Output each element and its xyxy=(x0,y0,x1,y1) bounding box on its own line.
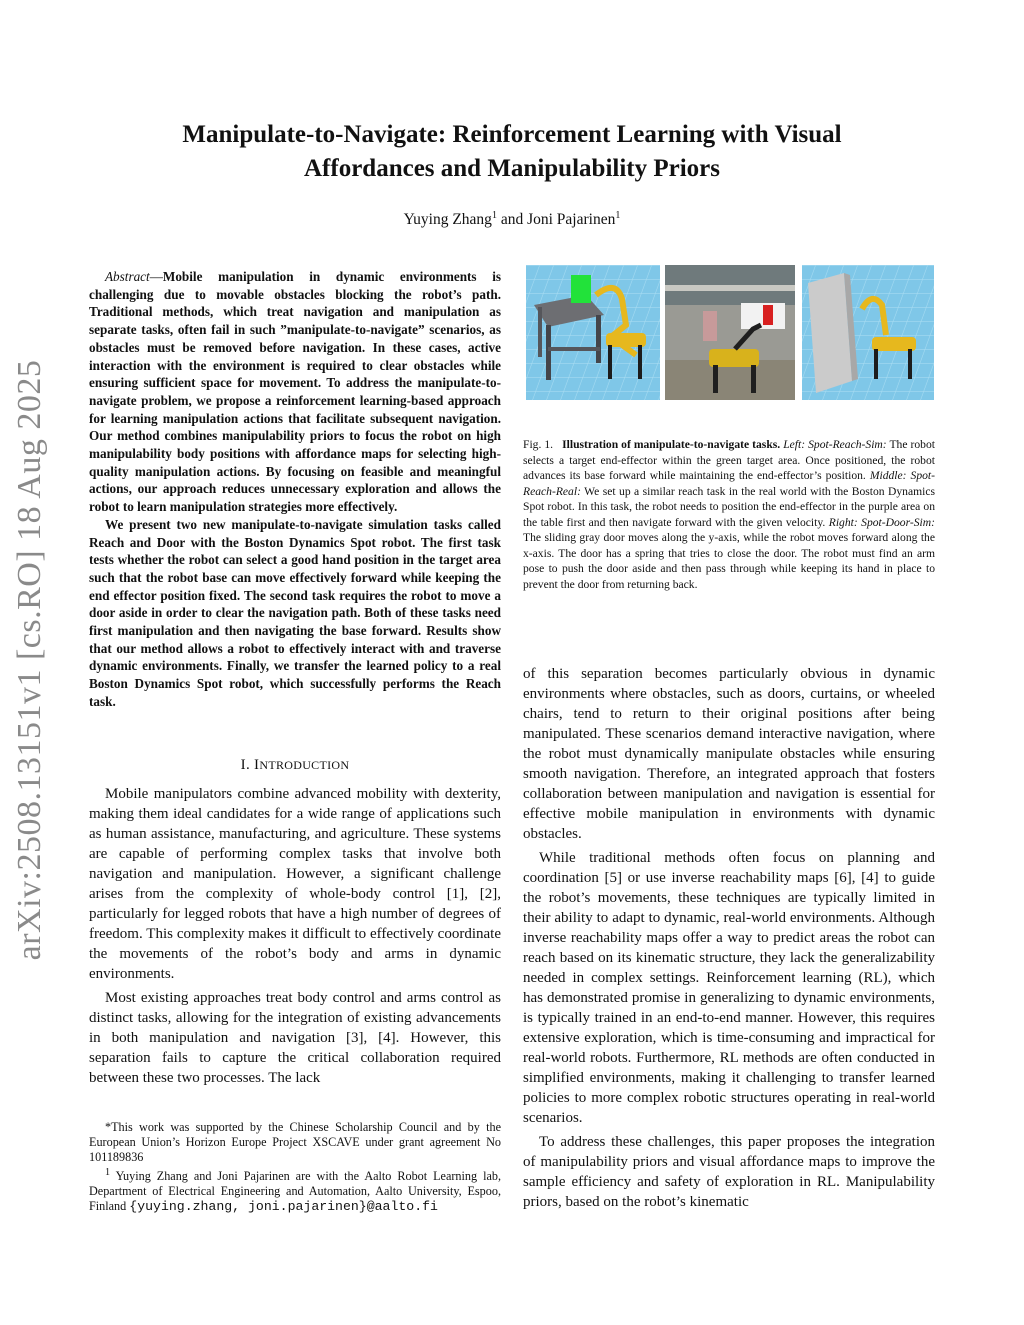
author-2: Joni Pajarinen xyxy=(527,211,616,229)
title-line-2: Affordances and Manipulability Priors xyxy=(304,155,720,182)
figure-1-caption xyxy=(523,437,935,592)
intro-paragraph-1: Mobile manipulators combine advanced mobility with dexterity, making them ideal candidates for a wide range of applications such as human assistance, manufacturing, and agriculture. These systems are capable of performing complex tasks that involve both navigation and manipulation. However, a significant challenge arises from the complexity of whole-body control [1], [2], particularly for legged robots that have a high number of degrees of freedom. This complexity makes it difficult to effectively coordinate the movements of the robot’s body and arms in dynamic environments. xyxy=(89,786,501,982)
caption-left-label: Left: Spot-Reach-Sim: xyxy=(783,438,887,451)
right-paragraph-3: To address these challenges, this paper proposes the integration of manipulability priors and visual affordance maps to improve the sample efficiency and safety of exploration in RL. Manipulability priors, based on the robot’s kinematic xyxy=(523,1134,935,1210)
figure-middle-real-reach xyxy=(665,265,795,400)
section-heading-introduction: I. INTRODUCTION xyxy=(240,757,350,773)
right-paragraph-2: While traditional methods often focus on planning and coordination [5] or use inverse reachability maps [6], [4] to guide the robot’s movements, these techniques are typically limited in their ability to adapt to dynamic, real-world environments. Although inverse reachability maps offer a way to predict areas the robot can reach based on its kinematic structure, they lack the generalizability needed in complex settings. Reinforcement learning (RL), which has demonstrated promise in generalizing to dynamic environments, is typically trained in an end-to-end manner. However, this requires extensive exploration, which is time-consuming and impractical for real-world robots. Furthermore, RL methods are often conducted in simplified environments, making it challenging to transfer learned policies to more complex robotic structures operating in real-world scenarios. xyxy=(523,850,935,1126)
abstract-text-1: Mobile manipulation in dynamic environments is challenging due to movable obstacles blocking the robot’s path. Traditional methods, which treat navigation and manipulation as separate tasks, often fail in such ”manipulate-to-navigate” scenarios, as obstacles must be removed before navigation. In these cases, active interaction with the environment is required to clear obstacles while ensuring sufficient space for movement. To address the manipulate-to-navigate problem, we propose a reinforcement learning-based approach for learning manipulation actions that facilitate subsequent navigation. Our method combines manipulability priors to focus the robot on high manipulability body positions with affordance maps for selecting high-quality manipulation actions. By focusing on feasible and meaningful actions, our approach reduces unnecessary exploration and allows the robot to learn manipulation strategies more effectively. xyxy=(89,269,501,515)
right-paragraph-1: of this separation becomes particularly obvious in dynamic environments where obstacles, such as doors, curtains, or wheeled chairs, tend to return to their original positions after being manipulated. These scenarios demand interactive navigation, where the robot must dynamically manipulate obstacles while ensuring smooth navigation. Therefore, an integrated approach that fosters collaboration between manipulation and navigation is essential for effective mobile manipulation in environments with dynamic obstacles. xyxy=(523,666,935,842)
figure-left-sim-reach xyxy=(526,265,660,400)
affiliation-mark-1: 1 xyxy=(491,210,497,221)
author-separator: and xyxy=(496,211,528,229)
figure-1-images xyxy=(526,265,934,400)
caption-middle-text: We set up a similar reach task in the real world with the Boston Dynamics Spot robot. In this task, the robot needs to position the end-effector in the purple area on the table first and then navigate forward with the given velocity. xyxy=(523,484,935,529)
caption-left-text: The robot selects a target end-effector within the green target area. Once positioned, the robot advances its base forward while maintaining the end-effector’s position. xyxy=(523,438,935,482)
paper-title xyxy=(100,118,924,186)
footnote-affiliation-text: Yuying Zhang and Joni Pajarinen are with the Aalto Robot Learning lab, Department of Electrical Engineering and Automation, Aalto University, Espoo, Finland xyxy=(89,1169,501,1214)
figure-label: Fig. 1. xyxy=(523,438,554,451)
caption-right-label: Right: Spot-Door-Sim: xyxy=(828,515,935,529)
intro-paragraph-2: Most existing approaches treat body control and arms control as distinct tasks, allowing for the integration of existing advancements in both manipulation and navigation [3], [4]. However, this separation fails to capture the critical collaboration required between these two processes. The lack xyxy=(89,990,501,1086)
right-column-body xyxy=(523,664,935,1216)
footnotes xyxy=(89,1120,501,1214)
introduction-body xyxy=(89,784,501,1092)
affiliation-mark-2: 1 xyxy=(615,210,621,221)
figure-title: Illustration of manipulate-to-navigate tasks. xyxy=(562,438,781,451)
arxiv-identifier: arXiv:2508.13151v1 [cs.RO] 18 Aug 2025 xyxy=(11,359,48,961)
caption-right-text: The sliding gray door moves along the y-axis, while the robot moves forward along the x-axis. The door has a spring that tries to close the door. The robot must find an arm pose to push the door aside and then pass through while keeping its hand in place to prevent the door from returning back. xyxy=(523,531,935,591)
author-line xyxy=(100,210,924,229)
abstract xyxy=(89,268,501,711)
title-line-1: Manipulate-to-Navigate: Reinforcement Learning with Visual xyxy=(182,121,842,148)
footnote-email: {yuying.zhang, joni.pajarinen}@aalto.fi xyxy=(129,1199,438,1215)
abstract-paragraph-2: We present two new manipulate-to-navigate simulation tasks called Reach and Door with the Boston Dynamics Spot robot. The first task tests whether the robot can select a good hand position in the target area such that the robot base can move effectively forward while keeping the end effector position fixed. The second task requires the robot to move a door aside in order to clear the navigation path. Both of these tasks need first manipulation and then navigating the base forward. Results show that our method allows a robot to effectively interact with and traverse dynamic environments. Finally, we transfer the learned policy to a real Boston Dynamics Spot robot, which successfully performs the Reach task. xyxy=(89,516,501,709)
figure-right-sim-door xyxy=(802,265,934,400)
footnote-mark: 1 xyxy=(105,1167,111,1178)
abstract-dash: — xyxy=(149,269,163,284)
abstract-paragraph-1 xyxy=(89,268,501,516)
footnote-affiliation xyxy=(89,1165,501,1214)
author-1: Yuying Zhang xyxy=(403,211,492,229)
caption-middle-label: Middle: Spot-Reach-Real: xyxy=(523,469,935,498)
footnote-funding: *This work was supported by the Chinese Scholarship Council and by the European Union’s Horizon Europe Project XSCAVE under grant agreement No 101189836 xyxy=(89,1120,501,1164)
abstract-label: Abstract xyxy=(105,269,150,284)
